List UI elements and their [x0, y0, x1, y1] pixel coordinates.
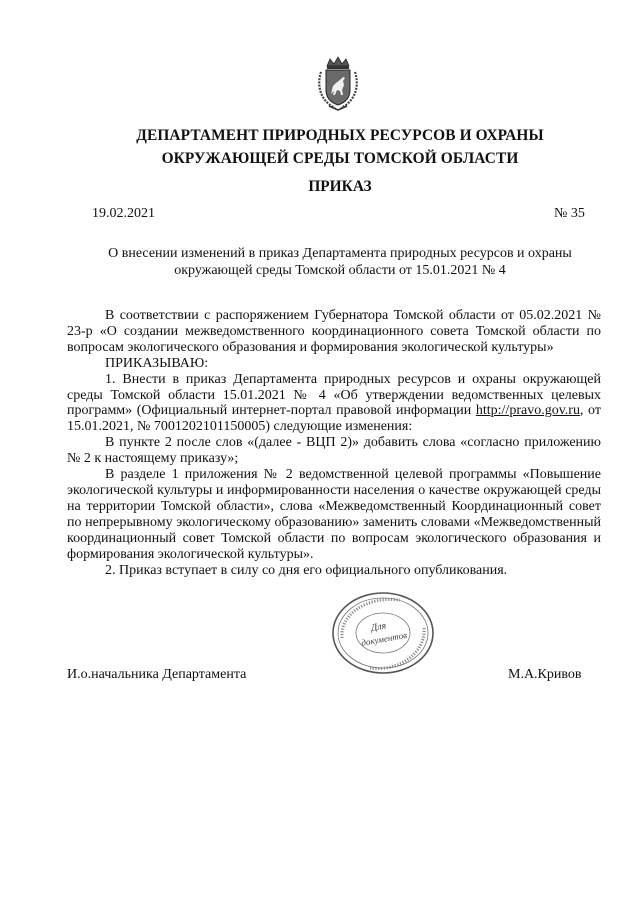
item-2-paragraph: 2. Приказ вступает в силу со дня его официального опубликования. — [105, 562, 508, 578]
document-date: 19.02.2021 — [92, 206, 155, 221]
section-1-paragraph: В разделе 1 приложения № 2 ведомственной целевой программы «Повышение экологической культуры и информированности населения о качестве окружающей среды на территории Томской области», слова «Межведомственный Координационный совет по непрерывному экологическому образованию» заменить словами «Межведомственный координационный совет Томской области по вопросам экологического образования и формирования экологической культуры». — [67, 467, 601, 562]
heading-line-2: ОКРУЖАЮЩЕЙ СРЕДЫ ТОМСКОЙ ОБЛАСТИ — [161, 150, 519, 167]
document-subject — [80, 245, 600, 279]
item-1-text: 1. Внести в приказ Департамента природных ресурсов и охраны окружающей среды Томской области 15.01.2021 № 4 «Об утверждении ведомственных целевых программ» (Официальный интернет-портал правовой информации — [67, 371, 601, 419]
heading-line-1: ДЕПАРТАМЕНТ ПРИРОДНЫХ РЕСУРСОВ И ОХРАНЫ — [136, 127, 544, 144]
document-body — [67, 308, 601, 578]
document-type: ПРИКАЗ — [308, 178, 372, 195]
department-heading — [80, 124, 600, 170]
coat-of-arms-icon — [315, 56, 361, 112]
order-keyword: ПРИКАЗЫВАЮ: — [105, 355, 209, 371]
preamble-paragraph: В соответствии с распоряжением Губернатора Томской области от 05.02.2021 № 23-р «О создании межведомственного координационного совета Томской области по вопросам экологического образования и формирования экологической культуры» — [67, 308, 601, 355]
seal-stamp — [330, 590, 436, 676]
item-1-text-end: , от 15.01.2021, № 7001202101150005) следующие изменения: — [67, 403, 601, 435]
subject-line-2: окружающей среды Томской области от 15.01.2021 № 4 — [174, 263, 506, 278]
item-1-paragraph — [67, 372, 601, 436]
signatory-title: И.о.начальника Департамента — [67, 667, 247, 682]
pravo-gov-link[interactable]: http://pravo.gov.ru — [475, 403, 580, 419]
document-number: № 35 — [554, 206, 585, 221]
point-2-paragraph: В пункте 2 после слов «(далее - ВЦП 2)» добавить слова «согласно приложению № 2 к настоящему приказу»; — [67, 435, 601, 467]
stamp-text-2: документов — [360, 629, 408, 648]
signatory-name: М.А.Кривов — [508, 667, 582, 682]
stamp-text-1: Для — [370, 620, 388, 634]
subject-line-1: О внесении изменений в приказ Департамента природных ресурсов и охраны — [108, 246, 572, 261]
